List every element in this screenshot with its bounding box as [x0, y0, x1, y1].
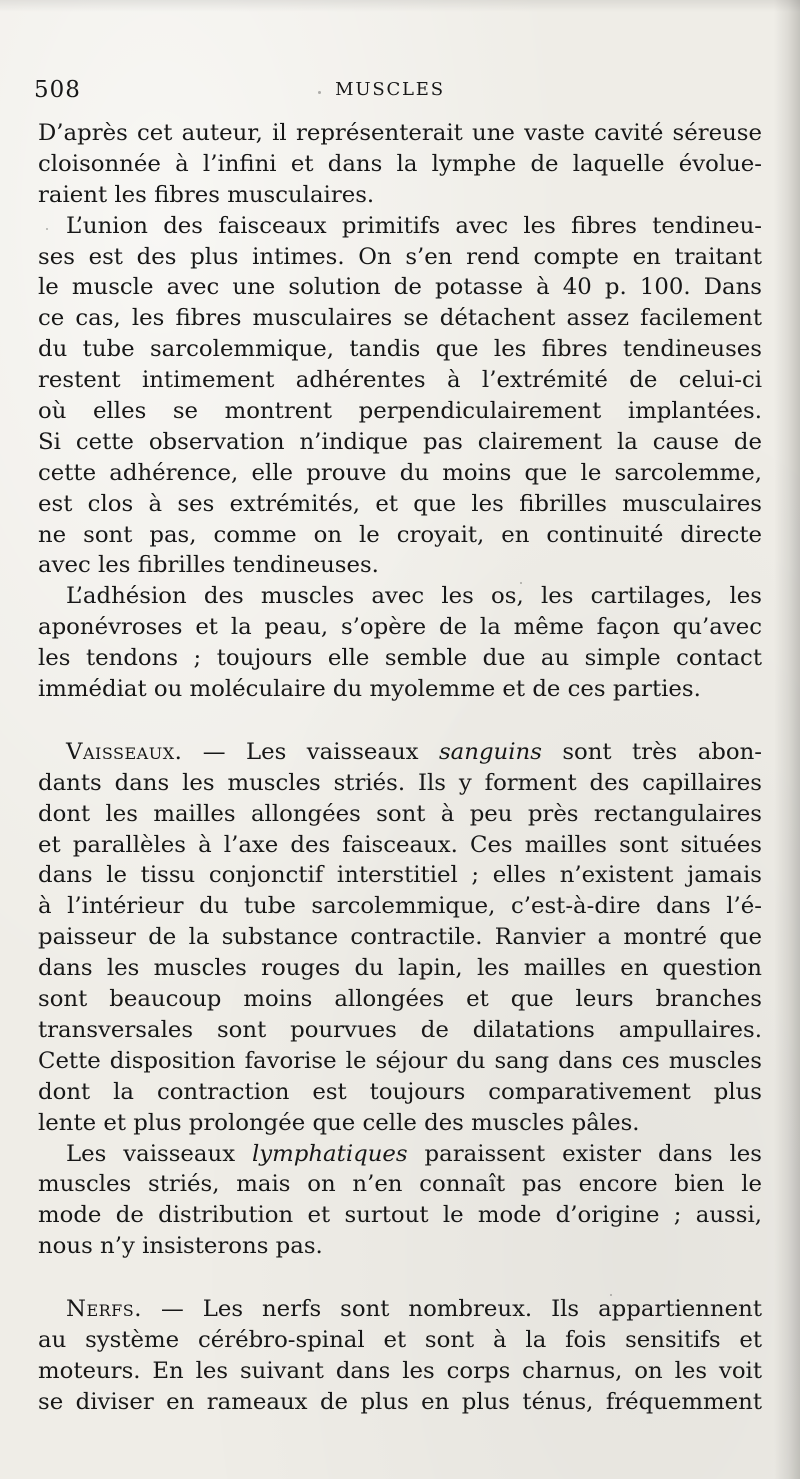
text-run: Les vaisseaux: [246, 738, 439, 765]
text-line: se diviser en rameaux de plus en plus ténus, fréquemment: [38, 1388, 762, 1415]
text-line: dants dans les muscles striés. Ils y forment des capillaires: [38, 769, 762, 796]
text-run: Les vaisseaux: [66, 1140, 252, 1167]
text-line: transversales sont pourvues de dilatations ampullaires.: [38, 1016, 762, 1043]
text-line: et parallèles à l’axe des faisceaux. Ces mailles sont situées: [38, 831, 762, 858]
text-run: sont très abon-: [541, 738, 762, 765]
text-line: Si cette observation n’indique pas clairement la cause de: [38, 428, 762, 455]
text-line: à l’intérieur du tube sarcolemmique, c’est-à-dire dans l’é-: [38, 893, 762, 920]
text-line: raient les fibres musculaires.: [38, 181, 375, 208]
page-gutter-shadow: [774, 0, 800, 1479]
paragraph-lymphatiques: [38, 1139, 762, 1263]
text-line: est clos à ses extrémités, et que les fibrilles musculaires: [38, 490, 762, 517]
paper-speck: [46, 228, 48, 230]
text-line: du tube sarcolemmique, tandis que les fibres tendineuses: [38, 336, 762, 363]
text-line: dont les mailles allongées sont à peu près rectangulaires: [38, 800, 762, 827]
text-line: [38, 737, 762, 768]
page-top-shadow: [0, 0, 800, 12]
section-heading-nerfs: Nerfs.: [66, 1296, 142, 1323]
text-line: ce cas, les fibres musculaires se détachent assez facilement: [38, 305, 762, 332]
text-line: muscles striés, mais on n’en connaît pas encore bien le: [38, 1171, 762, 1198]
paragraph-2: [38, 211, 762, 582]
heading-dash: —: [141, 1296, 203, 1323]
paper-speck: [520, 582, 522, 584]
running-title: MUSCLES: [335, 79, 445, 100]
italic-term: sanguins: [438, 738, 542, 765]
text-line: où elles se montrent perpendiculairement implantées.: [38, 398, 762, 425]
text-line: cette adhérence, elle prouve du moins que le sarcolemme,: [38, 459, 762, 486]
italic-term: lymphatiques: [252, 1140, 408, 1167]
text-line: le muscle avec une solution de potasse à 40 p. 100. Dans: [38, 274, 762, 301]
text-line: Cette disposition favorise le séjour du sang dans ces muscles: [38, 1047, 762, 1074]
text-line: ne sont pas, comme on le croyait, en continuité directe: [38, 521, 762, 548]
page-number: 508: [34, 77, 81, 103]
text-line: les tendons ; toujours elle semble due au simple contact: [38, 645, 762, 672]
text-line: dans le tissu conjonctif interstitiel ; elles n’existent jamais: [38, 862, 762, 889]
text-run: paraissent exister dans les: [407, 1140, 762, 1167]
page-header: [34, 76, 746, 110]
text-run: Les nerfs sont nombreux. Ils appartiennent: [202, 1296, 762, 1323]
heading-dash: —: [182, 738, 246, 765]
section-spacer: [38, 1262, 762, 1294]
text-line: restent intimement adhérentes à l’extrémité de celui-ci: [38, 367, 762, 394]
paper-speck: [318, 91, 321, 94]
text-line: L’union des faisceaux primitifs avec les fibres tendineu-: [66, 212, 762, 239]
section-heading-vaisseaux: Vaisseaux.: [66, 738, 183, 765]
text-line: [38, 1294, 762, 1325]
text-line: lente et plus prolongée que celle des muscles pâles.: [38, 1109, 640, 1136]
text-line: sont beaucoup moins allongées et que leurs branches: [38, 986, 762, 1013]
section-vaisseaux: [38, 737, 762, 1139]
text-line: dont la contraction est toujours comparativement plus: [38, 1078, 762, 1105]
text-line: D’après cet auteur, il représenterait une vaste cavité séreuse: [38, 120, 762, 146]
section-spacer: [38, 705, 762, 737]
text-line: ses est des plus intimes. On s’en rend compte en traitant: [38, 243, 762, 270]
text-line: moteurs. En les suivant dans les corps charnus, on les voit: [38, 1357, 762, 1384]
text-line: nous n’y insisterons pas.: [38, 1233, 323, 1260]
text-line: cloisonnée à l’infini et dans la lymphe de laquelle évolue-: [38, 150, 762, 177]
paper-speck: [610, 1294, 612, 1296]
paragraph-3: [38, 581, 762, 705]
text-line: L’adhésion des muscles avec les os, les cartilages, les: [66, 583, 762, 610]
text-line: [38, 1139, 762, 1170]
body-text: [38, 118, 762, 1418]
text-line: dans les muscles rouges du lapin, les mailles en question: [38, 955, 762, 982]
text-line: au système cérébro-spinal et sont à la fois sensitifs et: [38, 1326, 762, 1353]
text-line: immédiat ou moléculaire du myolemme et de ces parties.: [38, 676, 701, 703]
text-line: paisseur de la substance contractile. Ranvier a montré que: [38, 924, 762, 951]
section-nerfs: [38, 1294, 762, 1418]
text-line: avec les fibrilles tendineuses.: [38, 552, 379, 579]
text-line: mode de distribution et surtout le mode d’origine ; aussi,: [38, 1202, 762, 1229]
text-line: aponévroses et la peau, s’opère de la même façon qu’avec: [38, 614, 762, 641]
paragraph-1: [38, 118, 762, 211]
